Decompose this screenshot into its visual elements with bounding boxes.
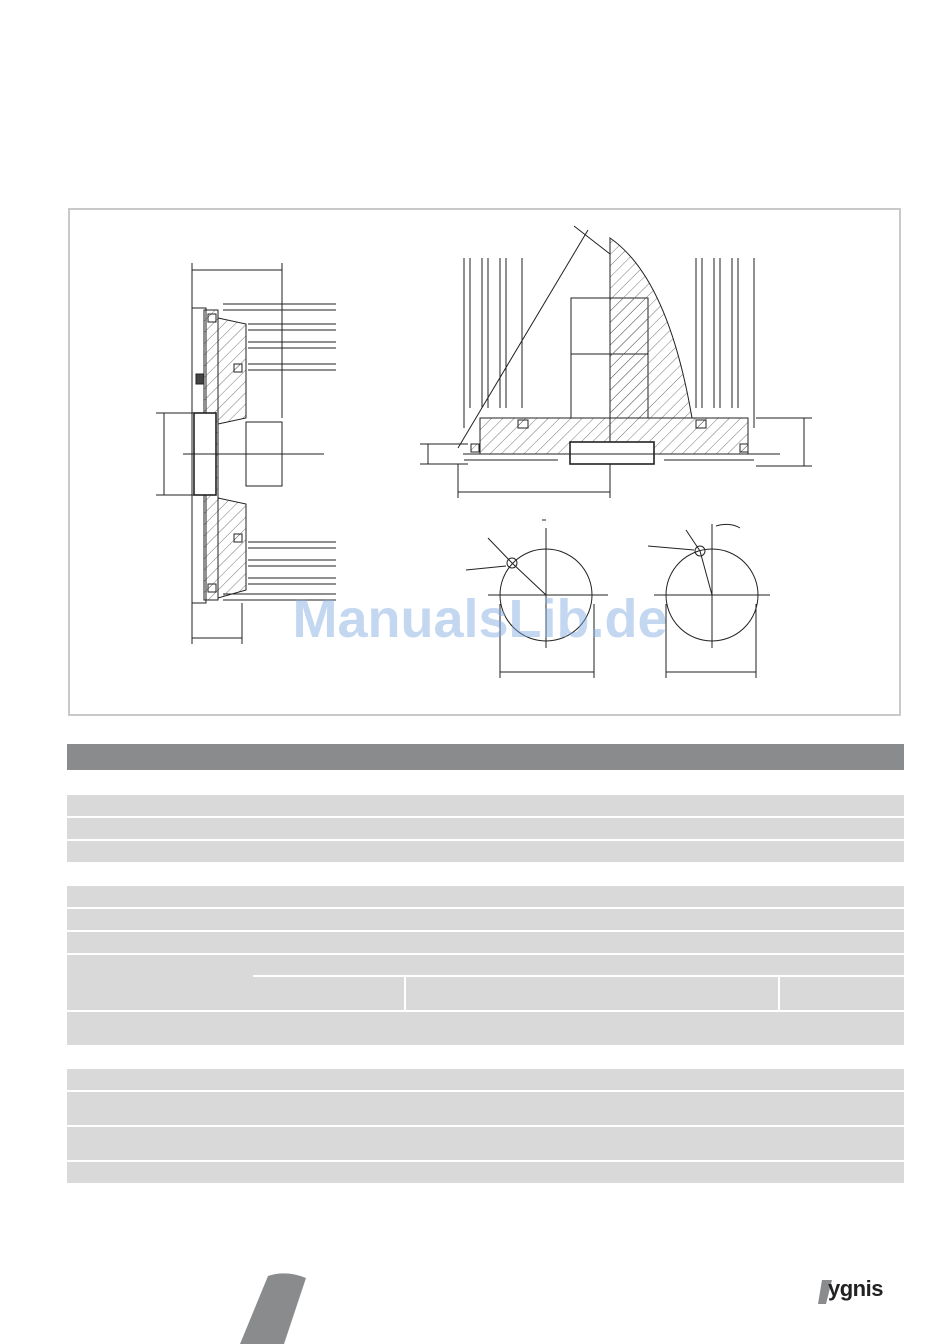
table-row — [67, 1069, 904, 1090]
table-row — [67, 909, 904, 930]
table-row — [67, 1127, 904, 1160]
table-row — [67, 841, 904, 862]
cell-divider — [778, 977, 780, 1010]
brand-name: ygnis — [828, 1276, 883, 1301]
table-row — [67, 932, 904, 953]
table-header — [67, 744, 904, 770]
decorative-slash — [238, 1272, 310, 1344]
table-row — [67, 795, 904, 816]
table-row — [67, 818, 904, 839]
watermark: ManualsLib.de — [292, 589, 668, 649]
table-row — [67, 1092, 904, 1125]
table-row — [67, 1162, 904, 1183]
table-row — [67, 1012, 904, 1045]
row-divider — [253, 975, 904, 977]
side-section-view — [156, 263, 336, 644]
top-section-view — [420, 226, 812, 498]
cell-divider — [404, 977, 406, 1010]
table-row-split — [67, 955, 904, 1010]
table-row — [67, 886, 904, 907]
